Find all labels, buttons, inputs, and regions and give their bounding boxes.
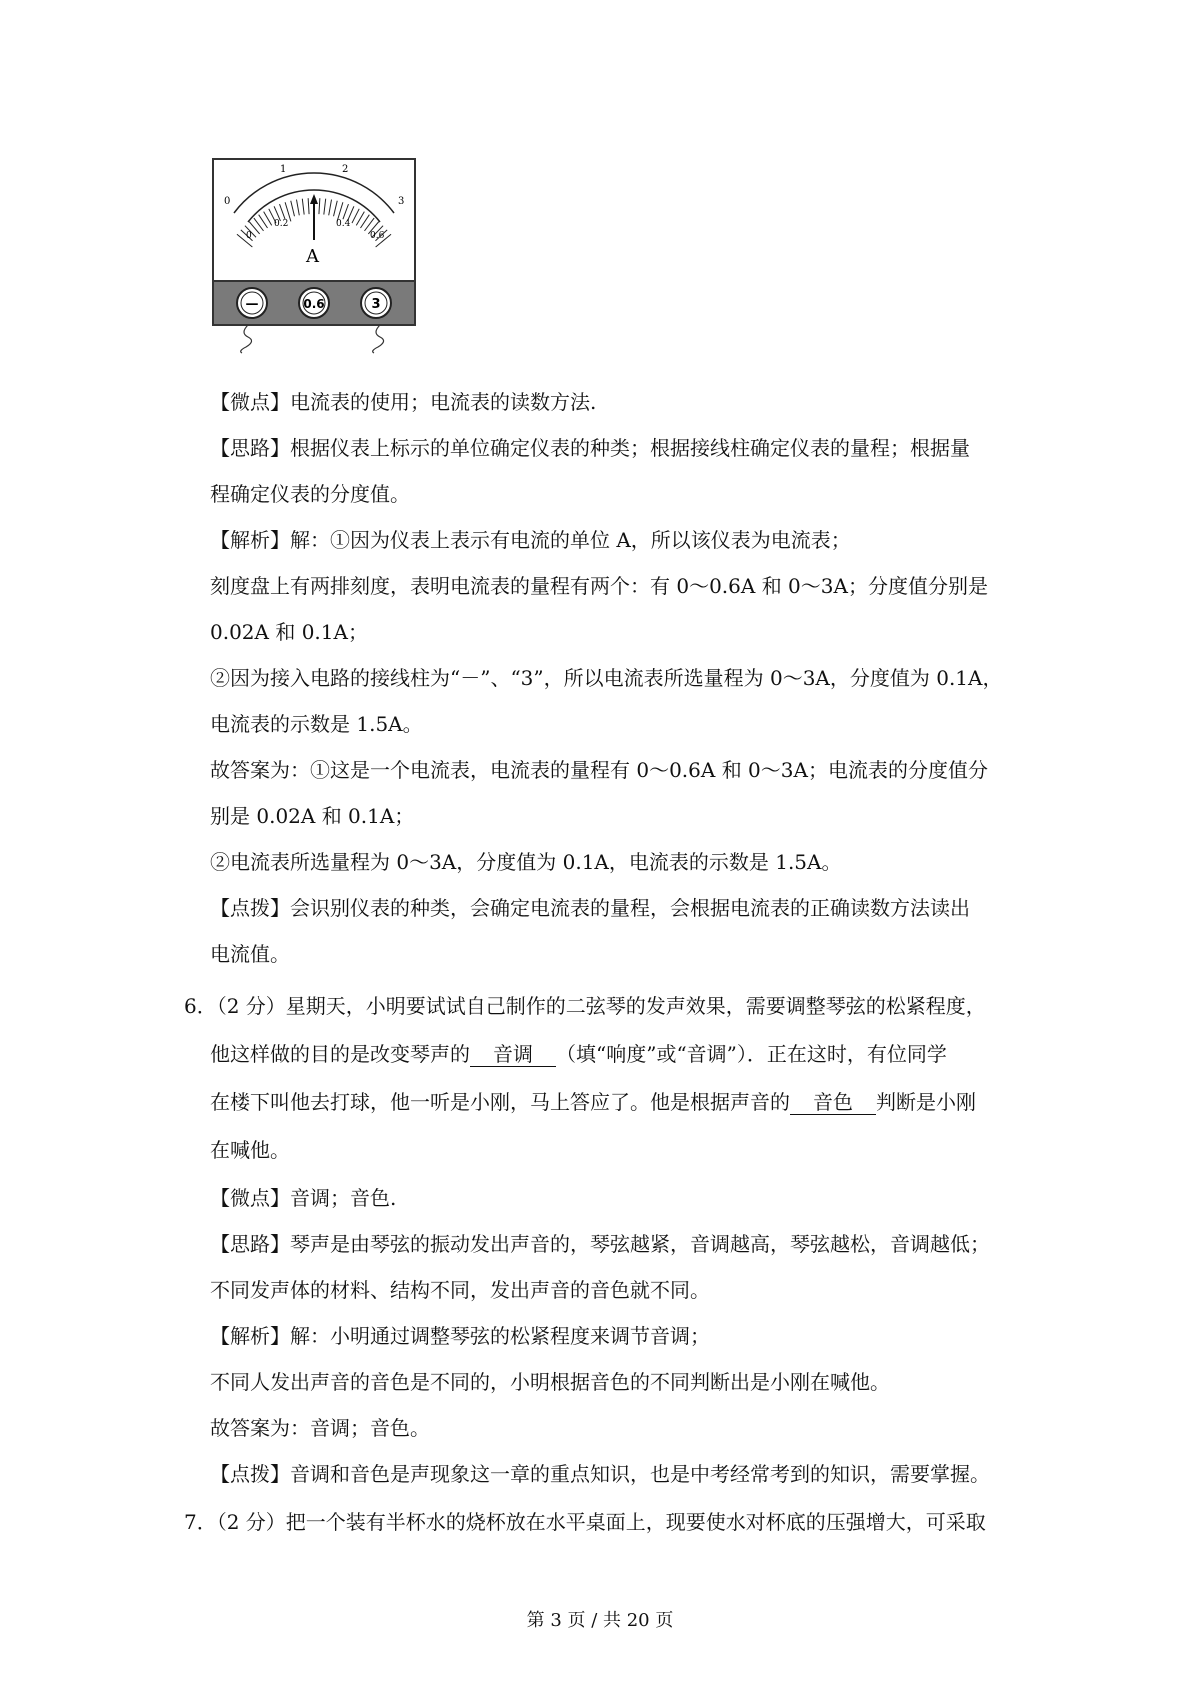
q5-answer-3: ②电流表所选量程为 0～3A，分度值为 0.1A，电流表的示数是 1.5A。 [210, 850, 842, 874]
unit-label: A [306, 246, 319, 267]
q6-blank-1: 音调 [470, 1042, 556, 1067]
q5-dianbo-2: 电流值。 [210, 942, 290, 966]
q7-line-1: 7．（2 分）把一个装有半杯水的烧杯放在水平桌面上，现要使水对杯底的压强增大，可采取 [184, 1510, 986, 1534]
svg-text:3: 3 [371, 297, 381, 312]
q5-jiexi-3: 0.02A 和 0.1A； [210, 620, 368, 644]
q5-jiexi-5: 电流表的示数是 1.5A。 [210, 712, 423, 736]
q6-answer: 故答案为：音调；音色。 [210, 1416, 430, 1440]
q5-jiexi-4: ②因为接入电路的接线柱为“－”、“3”，所以电流表所选量程为 0～3A，分度值为 0.1A， [210, 666, 1003, 690]
q5-dianbo-1: 【点拨】会识别仪表的种类，会确定电流表的量程，会根据电流表的正确读数方法读出 [210, 896, 970, 920]
q6-weidian: 【微点】音调；音色. [210, 1186, 397, 1210]
upper-tick-label-0: 0 [224, 196, 231, 207]
terminal-negative [237, 288, 267, 318]
ammeter-figure [212, 158, 416, 354]
q6-line-2-post: （填“响度”或“音调”）．正在这时，有位同学 [556, 1042, 947, 1066]
q6-line-3-pre: 在楼下叫他去打球，他一听是小刚，马上答应了。他是根据声音的 [210, 1090, 790, 1114]
page-footer: 第 3 页 / 共 20 页 [526, 1610, 674, 1631]
q6-blank-2: 音色 [790, 1090, 876, 1115]
q5-silu-1: 【思路】根据仪表上标示的单位确定仪表的种类；根据接线柱确定仪表的量程；根据量 [210, 436, 970, 460]
q6-line-2-pre: 他这样做的目的是改变琴声的 [210, 1042, 470, 1066]
q5-jiexi-2: 刻度盘上有两排刻度，表明电流表的量程有两个：有 0～0.6A 和 0～3A；分度值分别是 [210, 574, 988, 598]
svg-text:0.6: 0.6 [303, 297, 325, 311]
terminal-3 [361, 288, 391, 318]
q6-line-4: 在喊他。 [210, 1138, 290, 1162]
q5-answer-2: 别是 0.02A 和 0.1A； [210, 804, 415, 828]
terminal-0-6 [299, 288, 329, 318]
q6-dianbo: 【点拨】音调和音色是声现象这一章的重点知识，也是中考经常考到的知识，需要掌握。 [210, 1462, 990, 1486]
q5-silu-2: 程确定仪表的分度值。 [210, 482, 410, 506]
q6-line-3-post: 判断是小刚 [876, 1090, 976, 1114]
q6-line-3 [210, 1088, 976, 1116]
q5-jiexi-1: 【解析】解：①因为仪表上表示有电流的单位 A，所以该仪表为电流表； [210, 528, 851, 552]
lower-tick-label-3: 0.6 [370, 231, 385, 241]
q6-line-1: 6．（2 分）星期天，小明要试试自己制作的二弦琴的发声效果，需要调整琴弦的松紧程度， [184, 994, 986, 1018]
lower-tick-label-2: 0.4 [336, 219, 351, 229]
q6-jiexi-2: 不同人发出声音的音色是不同的，小明根据音色的不同判断出是小刚在喊他。 [210, 1370, 890, 1394]
wire-right [373, 325, 384, 353]
q6-silu-1: 【思路】琴声是由琴弦的振动发出声音的，琴弦越紧，音调越高，琴弦越松，音调越低； [210, 1232, 990, 1256]
upper-tick-label-2: 2 [342, 164, 349, 175]
q5-weidian: 【微点】电流表的使用；电流表的读数方法. [210, 390, 597, 414]
q6-jiexi-1: 【解析】解：小明通过调整琴弦的松紧程度来调节音调； [210, 1324, 710, 1348]
upper-tick-label-1: 1 [280, 164, 287, 175]
q6-line-2 [210, 1040, 947, 1068]
lower-tick-label-0: 0 [246, 231, 252, 241]
wire-left [241, 325, 252, 353]
upper-tick-label-3: 3 [398, 196, 405, 207]
svg-text:—: — [245, 297, 259, 312]
q5-answer-1: 故答案为：①这是一个电流表，电流表的量程有 0～0.6A 和 0～3A；电流表的分度值分 [210, 758, 988, 782]
lower-tick-label-1: 0.2 [274, 219, 289, 229]
q6-silu-2: 不同发声体的材料、结构不同，发出声音的音色就不同。 [210, 1278, 710, 1302]
